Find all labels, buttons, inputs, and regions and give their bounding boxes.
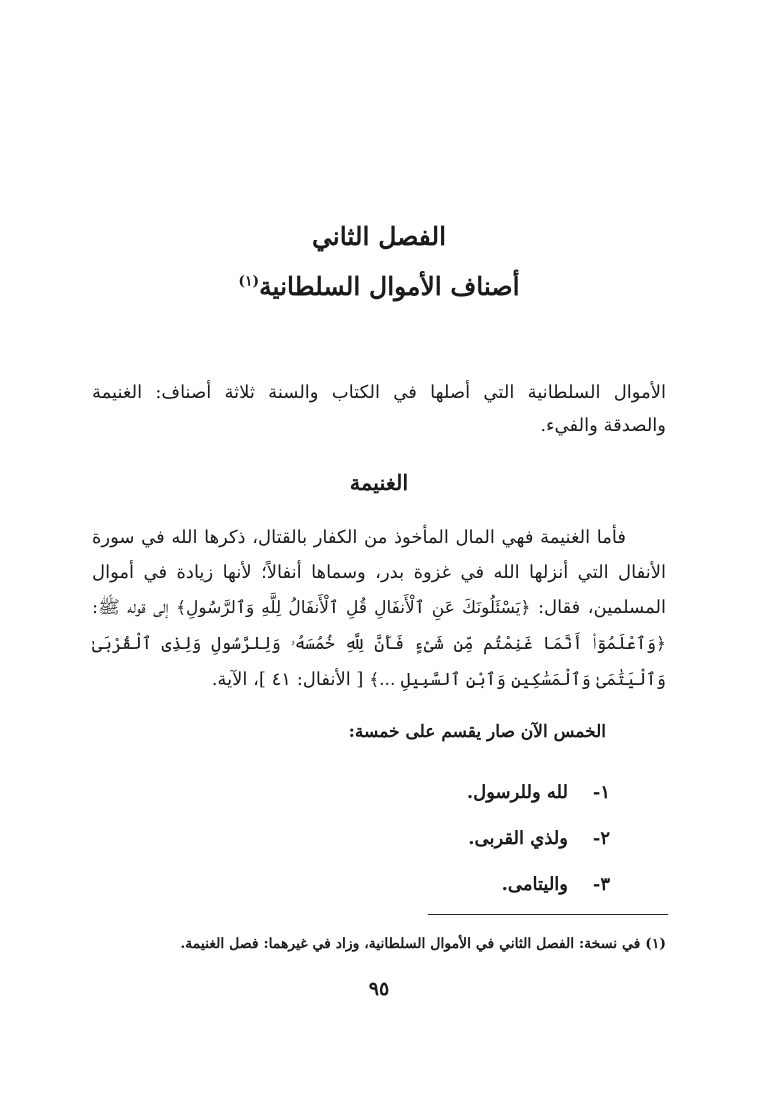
ghanima-paragraph — [92, 520, 666, 698]
footnote-text: (١) في نسخة: الفصل الثاني في الأموال السلطانية، وزاد في غيرهما: فصل الغنيمة. — [180, 936, 666, 952]
list-item-text: لله وللرسول. — [466, 782, 568, 803]
list-item — [467, 816, 610, 862]
khums-intro-text: الخمس الآن صار يقسم على خمسة: — [348, 722, 606, 742]
citation: [ الأنفال: ٤١ ]، الآية. — [211, 669, 370, 690]
intro-paragraph — [92, 376, 666, 442]
list-item-number: ٣- — [592, 874, 610, 895]
intro-text: الأموال السلطانية التي أصلها في الكتاب والسنة ثلاثة أصناف: الغنيمة والصدقة والفيء. — [92, 382, 666, 436]
ghanima-paragraph-body — [92, 520, 666, 698]
chapter-title — [0, 222, 758, 251]
footnote — [92, 936, 666, 952]
khums-intro — [349, 722, 606, 742]
text-before-quote: فأما الغنيمة فهي المال المأخوذ من الكفار بالقتال، ذكرها الله في سورة الأنفال التي أنزلها الله في غزوة بدر، وسماها أنفالاً؛ لأنها زيادة في أموال المسلمين، فقال: — [92, 527, 666, 618]
list-item-number: ١- — [592, 782, 610, 803]
list-item — [467, 862, 610, 908]
section-heading-text: الغنيمة — [349, 470, 409, 495]
text-between: إلى قوله ﷺ: — [92, 597, 177, 618]
chapter-subtitle — [0, 272, 758, 301]
section-heading — [0, 470, 758, 495]
footnote-divider — [428, 914, 668, 915]
list-item — [467, 770, 610, 816]
list-item-text: واليتامى. — [501, 874, 568, 895]
footnote-marker: (١) — [238, 273, 260, 290]
page-number — [0, 978, 758, 1000]
list-item-number: ٢- — [592, 828, 610, 849]
quran-quote-2: ﴿وَٱعْلَمُوٓا۟ أَنَّمَا غَنِمْتُم مِّن شَىْءٍ فَأَنَّ لِلَّهِ خُمُسَهُۥ وَلِلرَّسُولِ وَلِذِى ٱلْقُرْبَىٰ وَٱلْيَتَٰمَىٰ وَٱلْمَسَٰكِينِ وَٱبْنِ ٱلسَّبِيلِ ...﴾ — [92, 634, 666, 690]
list-item-text: ولذي القربى. — [468, 828, 568, 849]
page-number-text: ٩٥ — [368, 978, 390, 1000]
chapter-subtitle-text: أصناف الأموال السلطانية — [259, 272, 520, 301]
quran-quote-1: ﴿يَسْئَلُونَكَ عَنِ ٱلْأَنفَالِ قُلِ ٱلْأَنفَالُ لِلَّهِ وَٱلرَّسُولِ﴾ — [176, 598, 531, 618]
khums-list — [467, 770, 610, 908]
chapter-title-text: الفصل الثاني — [311, 222, 447, 251]
